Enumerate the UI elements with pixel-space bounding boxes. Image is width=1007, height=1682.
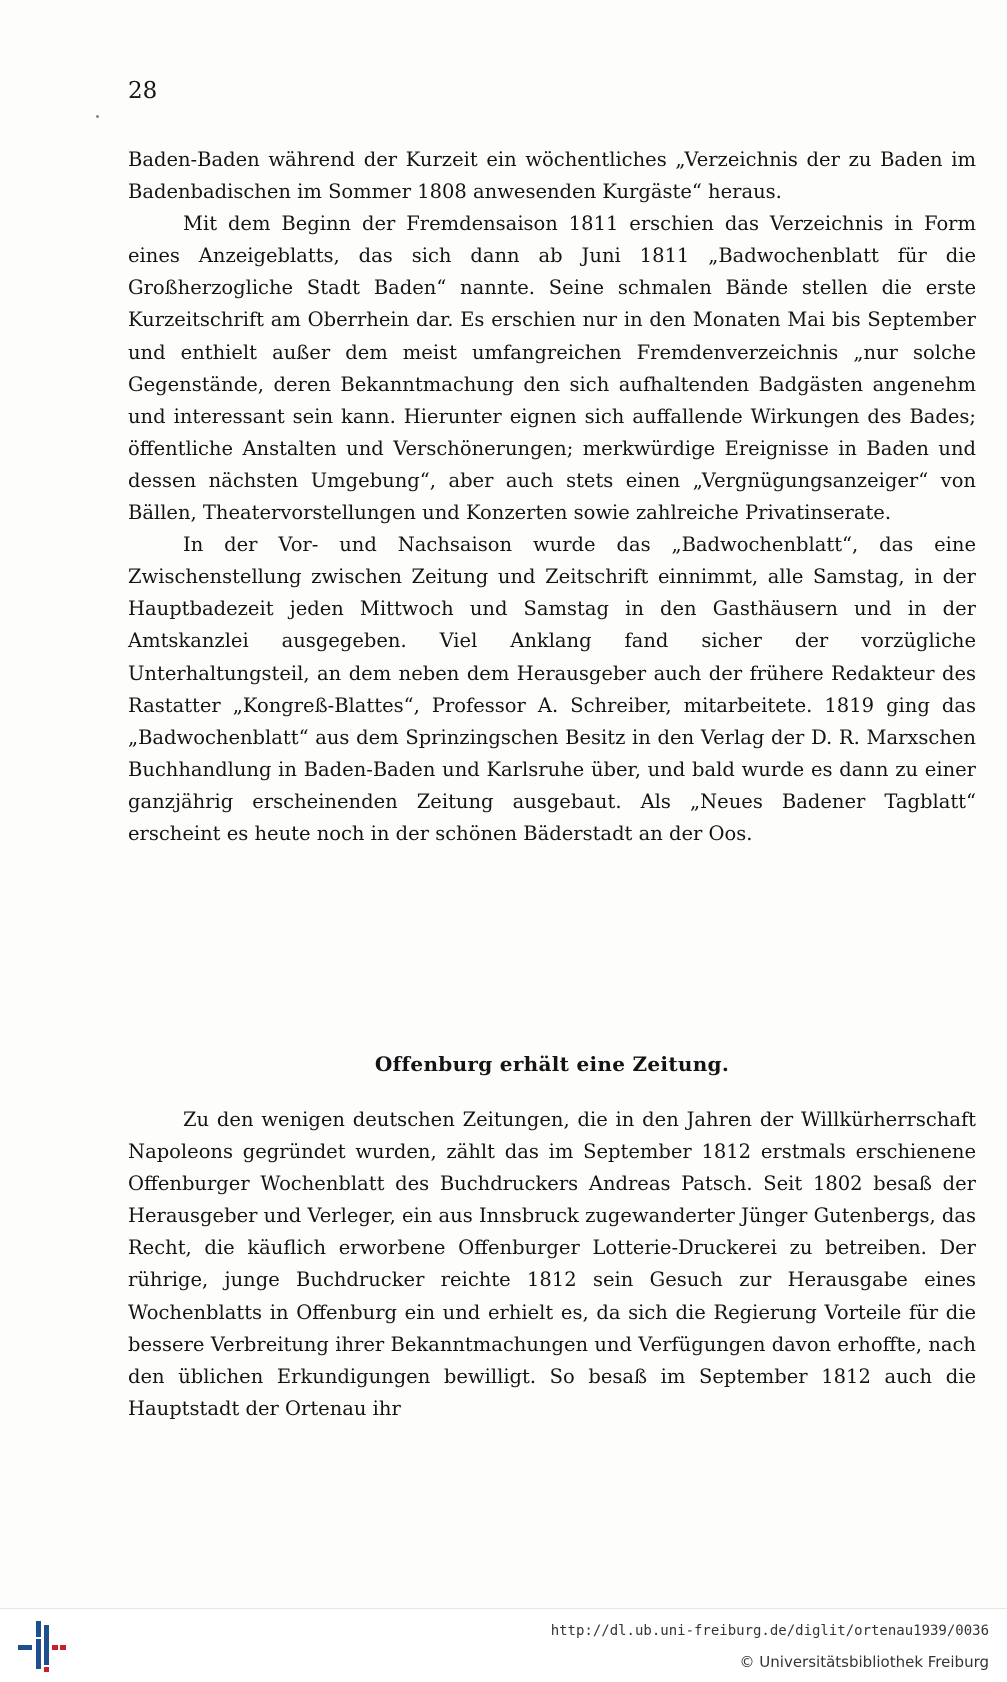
footer-bar [0,1608,1007,1682]
paragraph-vor-nachsaison: In der Vor- und Nachsaison wurde das „Badwochenblatt“, das eine Zwischenstellung zwischen Zeitung und Zeitschrift einnimmt, alle Samstag, in der Hauptbadezeit jeden Mittwoch und Samstag in den Gasthäusern und in der Amtskanzlei ausgegeben. Viel Anklang fand sicher der vorzügliche Unterhaltungsteil, an dem neben dem Herausgeber auch der frühere Redakteur des Rastatter „Kongreß-Blattes“, Professor A. Schreiber, mitarbeitete. 1819 ging das „Badwochenblatt“ aus dem Sprinzingschen Besitz in den Verlag der D. R. Marxschen Buchhandlung in Baden-Baden und Karlsruhe über, und bald wurde es dann zu einer ganzjährig erscheinenden Zeitung ausgebaut. Als „Neues Badener Tagblatt“ erscheint es heute noch in der schönen Bäderstadt an der Oos. [128,533,976,845]
paragraph-continuation: Baden-Baden während der Kurzeit ein wöchentliches „Verzeichnis der zu Baden im Badenbadischen im Sommer 1808 anwesenden Kurgäste“ heraus. [128,148,976,204]
copyright-notice: © Universitätsbibliothek Freiburg [739,1653,989,1671]
scan-speck [96,115,99,118]
section-heading: Offenburg erhält eine Zeitung. [374,1052,730,1076]
paragraph-fremdensaison: Mit dem Beginn der Fremdensaison 1811 erschien das Verzeichnis in Form eines Anzeigeblatts, das sich dann ab Juni 1811 „Badwochenblatt für die Großherzogliche Stadt Baden“ nannte. Seine schmalen Bände stellen die erste Kurzeitschrift am Oberrhein dar. Es erschien nur in den Monaten Mai bis September und enthielt außer dem meist umfangreichen Fremdenverzeichnis „nur solche Gegenstände, deren Bekanntmachung den sich aufhaltenden Badgästen angenehm und interessant sein kann. Hierunter eignen sich auffallende Wirkungen des Bades; öffentliche Anstalten und Verschönerungen; merkwürdige Ereignisse in Baden und dessen nächsten Umgebung“, aber auch stets einen „Vergnügungsanzeiger“ von Bällen, Theatervorstellungen und Konzerten sowie zahlreiche Privatinserate. [128,212,976,525]
body-text-lower [128,1104,976,1425]
paragraph-offenburg: Zu den wenigen deutschen Zeitungen, die in den Jahren der Willkürherrschaft Napoleons gegründet wurden, zählt das im September 1812 erstmals erschienene Offenburger Wochenblatt des Buchdruckers Andreas Patsch. Seit 1802 besaß der Herausgeber und Verleger, ein aus Innsbruck zugewanderter Jünger Gutenbergs, das Recht, die käuflich erworbene Offenburger Lotterie-Druckerei zu betreiben. Der rührige, junge Buchdrucker reichte 1812 sein Gesuch zur Herausgabe eines Wochenblatts in Offenburg ein und erhielt es, da sich die Regierung Vorteile für die bessere Verbreitung ihrer Bekanntmachungen und Verfügungen davon erhoffte, nach den üblichen Erkundigungen bewilligt. So besaß im September 1812 auch die Hauptstadt der Ortenau ihr [128,1108,976,1420]
digital-library-link[interactable]: http://dl.ub.uni-freiburg.de/diglit/ortenau1939/0036 [550,1623,989,1639]
body-text-upper [128,144,976,850]
ub-freiburg-logo-icon [14,1619,70,1673]
page-number: 28 [128,78,158,104]
